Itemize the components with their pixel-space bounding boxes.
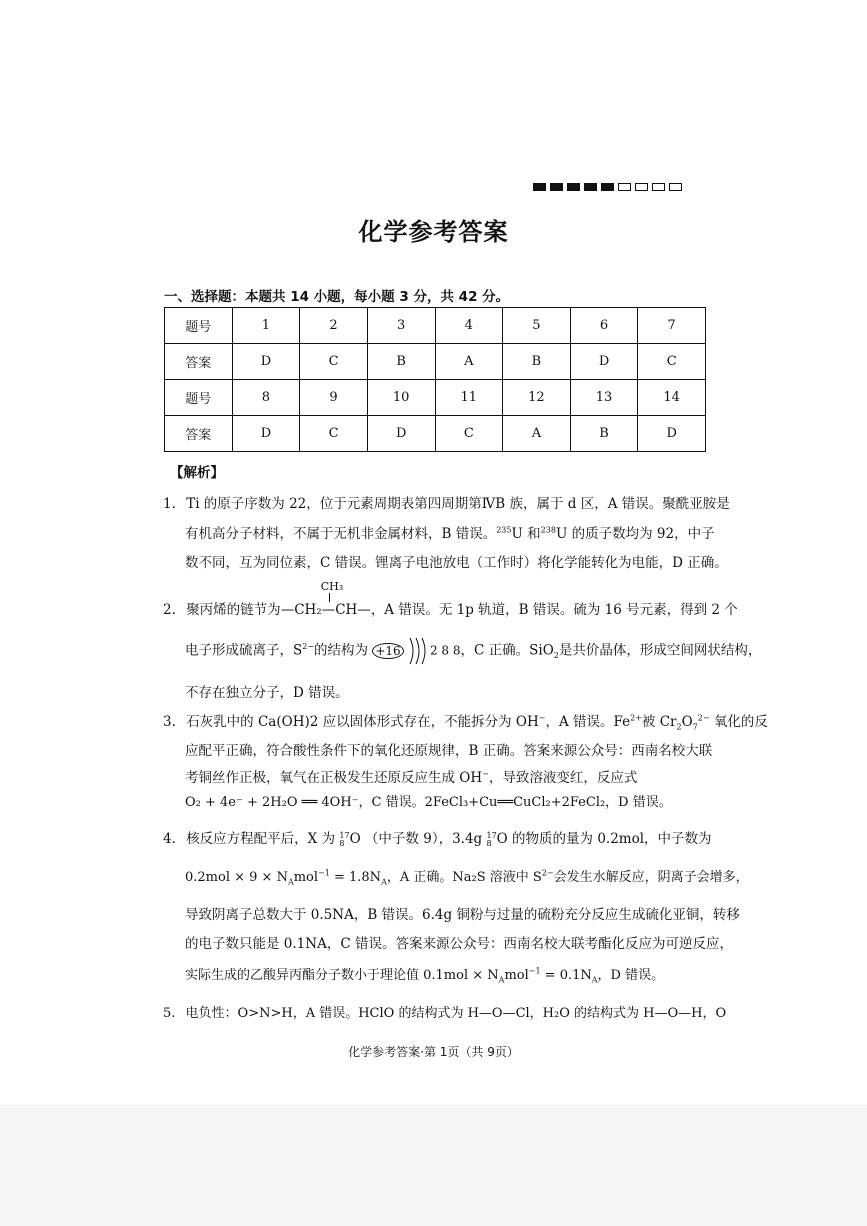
q2-text-2b: 的结构为 (314, 642, 369, 659)
q4-text-5d: ，D 错误。 (597, 968, 665, 983)
electron-shell-arcs-icon (408, 636, 430, 666)
q4-text-2c: = 1.8N (329, 870, 382, 885)
mass-number: 235 (496, 525, 512, 535)
q3-text-3a: 考铜丝作正极，氧气在正极发生还原反应生成 OH (185, 770, 483, 786)
charge: 2− (541, 868, 554, 878)
mark-empty (635, 183, 648, 191)
analysis-heading: 【解析】 (170, 465, 224, 481)
table-cell: 6 (570, 308, 638, 344)
table-row (165, 416, 706, 452)
q4-line-3: 导致阴离子总数大于 0.5NA，B 错误。6.4g 铜粉与过量的硫粉充分反应生成硫化亚铜，转移 (185, 907, 740, 923)
table-cell: B (503, 344, 571, 380)
q4-line-4: 的电子数只能是 0.1NA，C 错误。答案来源公众号：西南名校大联考酯化反应为可逆反应， (185, 936, 733, 952)
table-cell: 5 (503, 308, 571, 344)
shell-electrons: 2 8 8 (429, 643, 461, 658)
q3-text-1d: O (681, 714, 693, 730)
q4-text-1b: O （中子数 9），3.4g (349, 831, 487, 847)
mark-filled (601, 183, 614, 191)
bottom-margin (0, 1105, 867, 1226)
question-number: 4. (163, 831, 176, 847)
q4-text-2b: mol (293, 870, 319, 885)
table-cell: 9 (300, 380, 368, 416)
q4-text-5b: mol (504, 968, 529, 983)
q1-text-1: Ti 的原子序数为 22，位于元素周期表第四周期第ⅣB 族，属于 d 区，A 错误。聚酰亚胺是 (186, 496, 730, 512)
subscript: A (287, 877, 294, 887)
table-cell: B (570, 416, 638, 452)
q2-text-1b: ，A 错误。无 1p 轨道，B 错误。硫为 16 号元素，得到 2 个 (370, 602, 738, 618)
q2-text-2d: 是共价晶体，形成空间网状结构， (558, 642, 762, 659)
q3-line-2: 应配平正确，符合酸性条件下的氧化还原规律，B 正确。答案来源公众号：西南名校大联 (185, 743, 713, 759)
table-cell: 14 (638, 380, 706, 416)
subscript: 2 (676, 722, 682, 732)
table-cell: 13 (570, 380, 638, 416)
table-cell: 12 (503, 380, 571, 416)
methyl-group: CH₃ (320, 580, 344, 593)
q4-text-5c: = 0.1N (540, 968, 592, 983)
table-cell: 4 (435, 308, 503, 344)
table-cell: C (435, 416, 503, 452)
table-cell: C (300, 344, 368, 380)
row-label: 题号 (165, 380, 233, 416)
table-cell: 3 (367, 308, 435, 344)
q5-line-1 (163, 1002, 726, 1021)
q3-text-1c: 被 Cr (641, 714, 677, 730)
page-title: 化学参考答案 (358, 218, 509, 246)
q2-line-3: 不存在独立分子，D 错误。 (185, 685, 349, 701)
table-cell: 11 (435, 380, 503, 416)
q2-line-1 (163, 580, 738, 618)
nucleus-circle: +16 (372, 643, 403, 659)
row-label: 答案 (165, 344, 233, 380)
table-cell: D (232, 416, 300, 452)
q3-line-3 (185, 766, 637, 786)
charge: 2− (302, 642, 315, 651)
q3-text-1a: 石灰乳中的 Ca(OH)2 应以固体形式存在，不能拆分为 OH (186, 714, 539, 730)
subscript: 2 (553, 651, 559, 661)
polypropylene-structure (280, 580, 371, 618)
q2-text-2c: ，C 正确。SiO (460, 642, 554, 659)
q3-text-1e: 氧化的反 (709, 714, 768, 730)
table-row (165, 344, 706, 380)
question-number: 2. (163, 602, 176, 618)
q3-text-3b: ，导致溶液变红，反应式 (488, 770, 638, 786)
table-row (165, 308, 706, 344)
q1-text-2a: 有机高分子材料，不属于无机非金属材料，B 错误。 (185, 526, 497, 542)
q4-text-2d: ，A 正确。Na₂S 溶液中 S (386, 870, 542, 885)
table-cell: A (435, 344, 503, 380)
nuclide-index (339, 832, 349, 848)
mark-filled (533, 183, 546, 191)
q1-line-1 (163, 492, 730, 512)
mark-empty (618, 183, 631, 191)
mark-empty (669, 183, 682, 191)
charge: 2− (697, 713, 710, 723)
table-cell: B (367, 344, 435, 380)
nuclide-index (486, 832, 496, 848)
table-cell: 10 (367, 380, 435, 416)
table-cell: A (503, 416, 571, 452)
q3-text-1b: ，A 错误。Fe (545, 714, 631, 730)
subscript: A (591, 975, 598, 985)
q4-text-2a: 0.2mol × 9 × N (185, 870, 288, 885)
table-cell: D (232, 344, 300, 380)
table-cell: D (570, 344, 638, 380)
question-number: 1. (163, 496, 176, 512)
q4-line-1 (163, 827, 712, 848)
charge: 2+ (630, 713, 642, 723)
mark-empty (652, 183, 665, 191)
charge: − (482, 769, 489, 779)
question-number: 5. (163, 1006, 176, 1021)
table-cell: D (367, 416, 435, 452)
charge: − (538, 713, 546, 723)
atomic-number: 8 (339, 838, 345, 848)
superscript: −1 (528, 966, 541, 976)
q2-line-2 (185, 636, 761, 666)
q4-line-2 (185, 866, 749, 885)
q1-text-2b: U 和 (511, 526, 541, 542)
q4-text-5a: 实际生成的乙酸异丙酯分子数小于理论值 0.1mol × N (185, 968, 499, 983)
progress-marks (533, 183, 682, 191)
subscript: 7 (692, 722, 698, 732)
q5-text-1: 电负性：O>N>H，A 错误。HClO 的结构式为 H—O—Cl，H₂O 的结构式为 H—O—H，O (185, 1006, 727, 1021)
subscript: A (498, 975, 505, 985)
table-cell: C (638, 344, 706, 380)
q1-text-2c: U 的质子数均为 92，中子 (555, 526, 715, 542)
subscript: A (381, 877, 387, 887)
table-row (165, 380, 706, 416)
q4-text-2e: 会发生水解反应，阴离子会增多， (553, 870, 749, 885)
atomic-number: 8 (486, 838, 492, 848)
q1-line-2 (185, 522, 715, 542)
q4-text-1a: 核反应方程配平后，X 为 (186, 831, 340, 847)
table-cell: C (300, 416, 368, 452)
table-cell: 8 (232, 380, 300, 416)
mass-number: 238 (540, 525, 556, 535)
table-cell: 2 (300, 308, 368, 344)
mark-filled (567, 183, 580, 191)
q2-text-1a: 聚丙烯的链节为 (186, 602, 281, 618)
table-cell: D (638, 416, 706, 452)
row-label: 题号 (165, 308, 233, 344)
table-cell: 7 (638, 308, 706, 344)
mark-filled (550, 183, 563, 191)
section-heading: 一、选择题：本题共 14 小题，每小题 3 分，共 42 分。 (164, 289, 510, 305)
superscript: −1 (318, 868, 330, 878)
page-footer: 化学参考答案·第 1页（共 9页） (348, 1045, 519, 1059)
q4-text-1c: O 的物质的量为 0.2mol，中子数为 (496, 831, 712, 847)
bond-line (329, 593, 330, 602)
row-label: 答案 (165, 416, 233, 452)
answer-table (164, 307, 706, 452)
q2-text-2a: 电子形成硫离子，S (185, 642, 303, 659)
q3-line-4: O₂ + 4e⁻ + 2H₂O ══ 4OH⁻，C 错误。2FeCl₃+Cu══CuCl₂+2FeCl₂，D 错误。 (185, 795, 672, 810)
q1-line-3: 数不同，互为同位素，C 错误。锂离子电池放电（工作时）将化学能转化为电能，D 正确。 (185, 555, 728, 571)
table-cell: 1 (232, 308, 300, 344)
q3-line-1 (163, 710, 768, 730)
mass-number: 17 (486, 830, 497, 840)
q4-line-5 (185, 964, 664, 983)
mass-number: 17 (339, 830, 350, 840)
chain-unit: —CH₂—CH— (280, 602, 371, 618)
mark-filled (584, 183, 597, 191)
question-number: 3. (163, 714, 176, 730)
